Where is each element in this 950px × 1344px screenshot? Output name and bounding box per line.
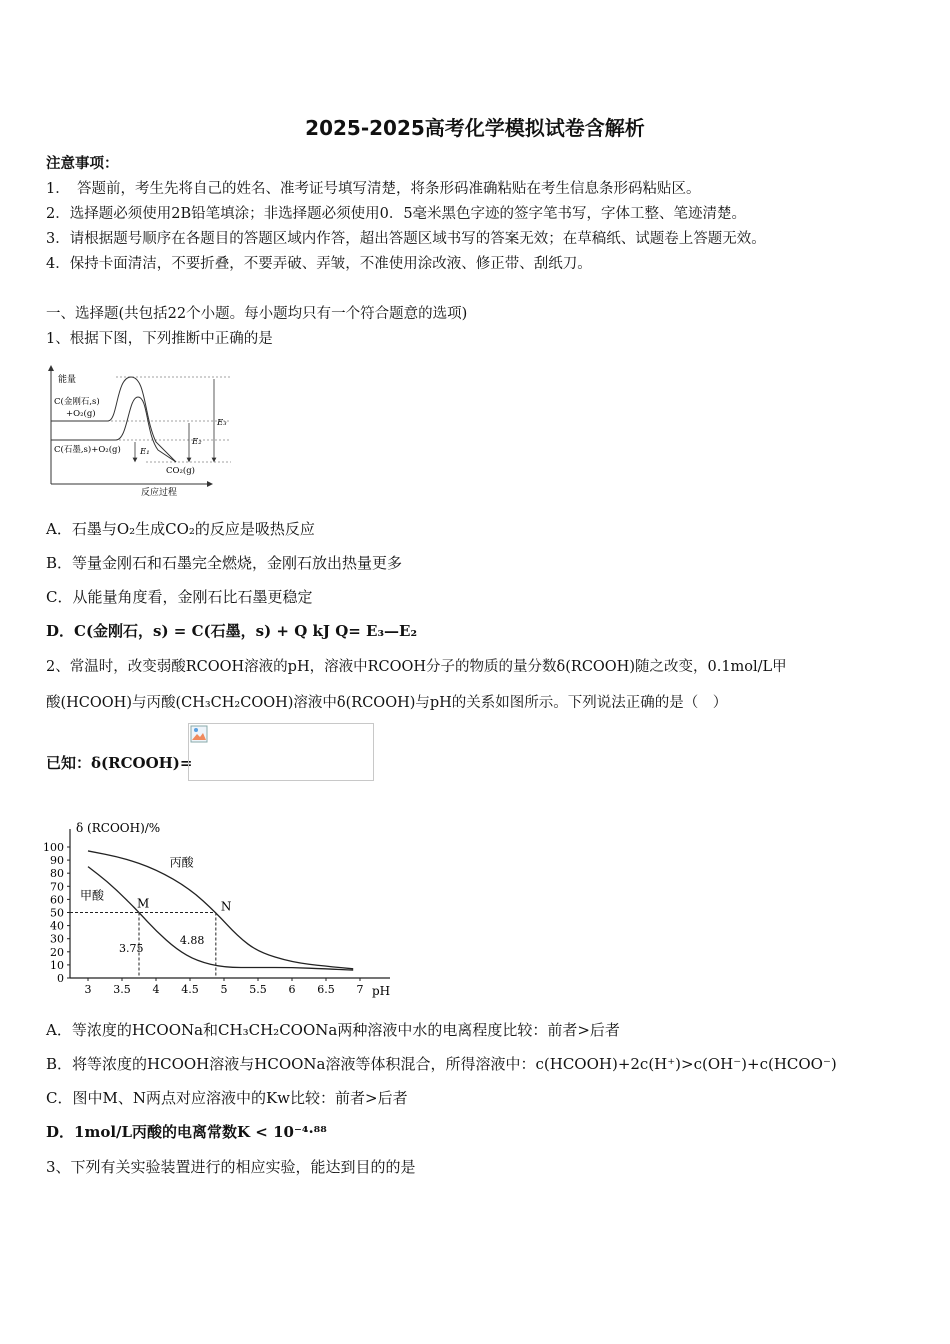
chart-x-label: pH (372, 984, 391, 998)
graphite-label: C(石墨,s)+O₂(g) (54, 445, 121, 455)
q2-option-a: A．等浓度的HCOONa和CH₃CH₂COONa两种溶液中水的电离程度比较：前者>后者 (46, 1021, 620, 1039)
y-tick-label: 30 (50, 932, 64, 946)
y-tick-label: 50 (50, 906, 64, 920)
y-tick-label: 90 (50, 854, 64, 868)
x-tick-label: 6 (288, 983, 296, 996)
q1-option-b: B．等量金刚石和石墨完全燃烧，金刚石放出热量更多 (46, 554, 403, 572)
y-tick-label: 0 (57, 972, 64, 985)
chart-y-label: δ (RCOOH)/% (76, 821, 161, 835)
notice-item-2: 2．选择题必须使用2B铅笔填涂；非选择题必须使用0．5毫米黑色字迹的签字笔书写，字体工整、笔迹清楚。 (46, 206, 747, 222)
y-tick-label: 10 (50, 958, 64, 972)
x-tick-label: 4 (152, 983, 160, 996)
point-m-label: M (137, 896, 150, 911)
e3-label: E₃ (217, 418, 227, 428)
x-tick-label: 6.5 (317, 983, 335, 996)
product-label: CO₂(g) (166, 466, 195, 476)
series-label-propionic: 丙酸 (169, 855, 194, 870)
q1-option-a: A．石墨与O₂生成CO₂的反应是吸热反应 (46, 520, 315, 538)
q2-stem-line-1: 2、常温时，改变弱酸RCOOH溶液的pH，溶液中RCOOH分子的物质的量分数δ(RCOOH)随之改变，0.1mol/L甲 (46, 659, 787, 675)
x-tick-label: 3.5 (113, 983, 131, 996)
diamond-label-2: +O₂(g) (66, 409, 96, 419)
y-tick-label: 40 (50, 919, 64, 933)
e1-label: E₁ (140, 447, 150, 457)
x-tick-label: 5.5 (249, 983, 267, 996)
notice-item-1: 1． 答题前，考生先将自己的姓名、准考证号填写清楚，将条形码准确粘贴在考生信息条形码粘贴区。 (46, 181, 701, 197)
e2-label: E₂ (192, 437, 202, 447)
x-axis-label: 反应过程 (141, 488, 178, 498)
energy-diagram (46, 362, 236, 502)
q2-known: 已知：δ(RCOOH)= (46, 754, 193, 772)
q3-stem: 3、下列有关实验装置进行的相应实验，能达到目的的是 (46, 1158, 416, 1176)
q2-option-c: C．图中M、N两点对应溶液中的Kw比较：前者>后者 (46, 1089, 408, 1107)
q2-stem-line-2: 酸(HCOOH)与丙酸(CH₃CH₂COOH)溶液中δ(RCOOH)与pH的关系如图所示。下列说法正确的是（ ） (46, 695, 728, 711)
x-tick-label: 7 (356, 983, 364, 996)
notice-item-4: 4．保持卡面清洁，不要折叠，不要弄破、弄皱，不准使用涂改液、修正带、刮纸刀。 (46, 256, 592, 272)
y-tick-label: 80 (50, 867, 64, 881)
y-tick-label: 70 (50, 880, 64, 894)
section-heading: 一、选择题(共包括22个小题。每小题均只有一个符合题意的选项) (46, 306, 468, 322)
y-axis-label: 能量 (58, 375, 77, 385)
x-tick-label: 4.5 (181, 983, 199, 996)
page-title: 2025-2025高考化学模拟试卷含解析 (305, 116, 645, 140)
point-n-ph-label: 4.88 (179, 933, 205, 947)
q1-stem: 1、根据下图，下列推断中正确的是 (46, 331, 273, 347)
broken-image-icon (190, 725, 208, 743)
q2-option-d: D．1mol/L丙酸的电离常数K < 10⁻⁴·⁸⁸ (46, 1123, 327, 1141)
y-tick-label: 20 (50, 945, 64, 959)
x-tick-label: 5 (220, 983, 228, 996)
q1-option-d: D．C(金刚石，s) = C(石墨，s) + Q kJ Q= E₃—E₂ (46, 622, 418, 640)
q1-option-c: C．从能量角度看，金刚石比石墨更稳定 (46, 588, 313, 606)
point-m-ph-label: 3.75 (119, 941, 144, 955)
formula-image-placeholder (188, 723, 374, 781)
notice-heading: 注意事项： (46, 155, 119, 172)
y-tick-label: 60 (50, 893, 64, 907)
q2-option-b: B．将等浓度的HCOOH溶液与HCOONa溶液等体积混合，所得溶液中：c(HCOOH)+2c(H⁺)>c(OH⁻)+c(HCOO⁻) (46, 1055, 837, 1073)
y-tick-label: 100 (43, 841, 64, 854)
diamond-label: C(金刚石,s) (54, 397, 100, 407)
series-label-formic: 甲酸 (80, 888, 105, 903)
x-tick-label: 3 (84, 983, 92, 996)
delta-ph-chart (40, 815, 400, 1000)
point-n-label: N (220, 899, 232, 914)
notice-item-3: 3．请根据题号顺序在各题目的答题区域内作答，超出答题区域书写的答案无效；在草稿纸、试题卷上答题无效。 (46, 231, 766, 247)
